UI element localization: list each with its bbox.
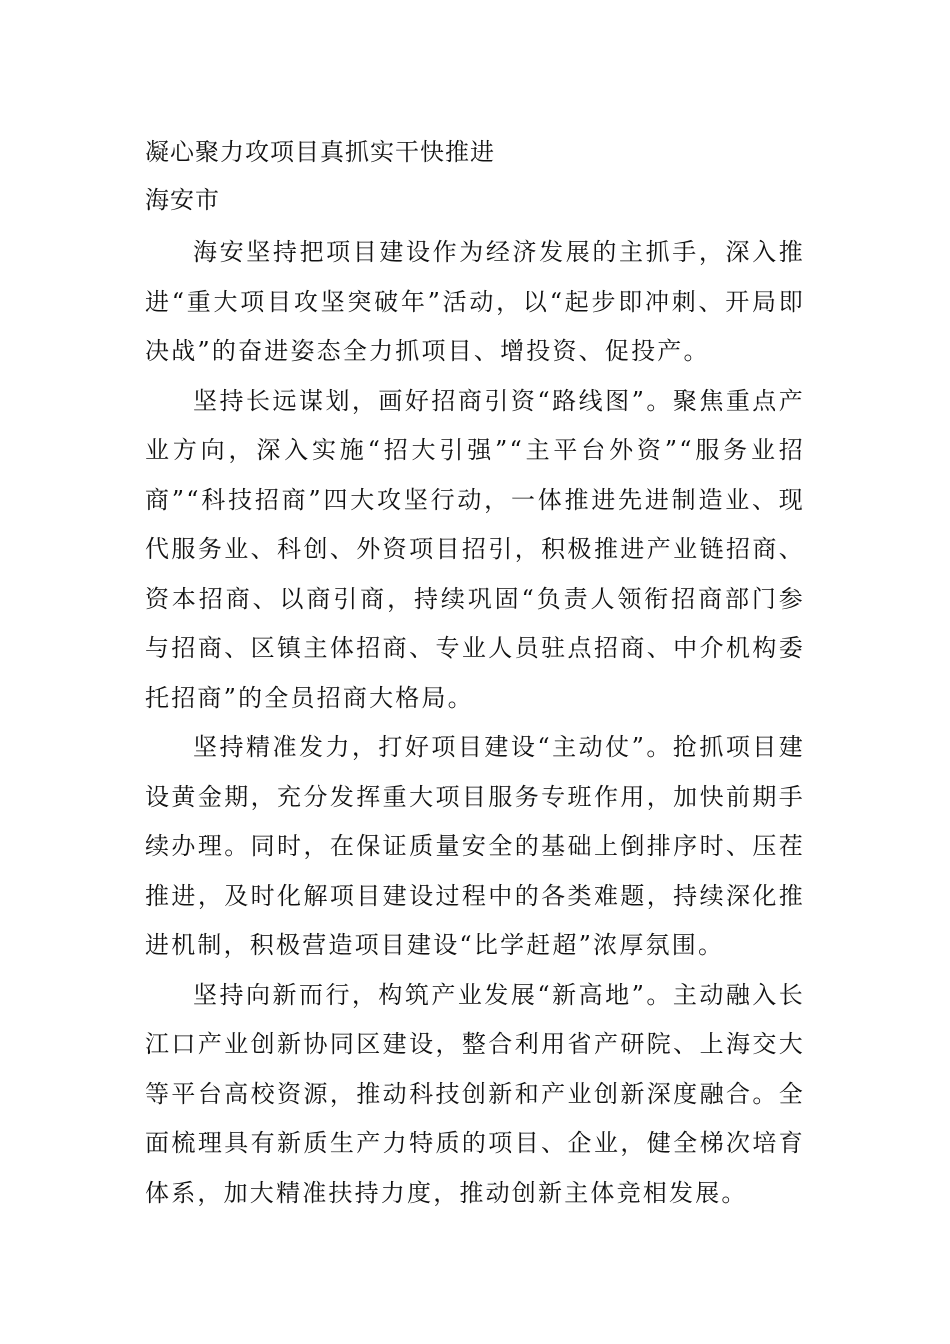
paragraph-innovation: 坚持向新而行，构筑产业发展“新高地”。主动融入长江口产业创新协同区建设，整合利用省产研院、上海交大等平台高校资源，推动科技创新和产业创新深度融合。全面梳理具有新质生产力特质的项目、企业，健全梯次培育体系，加大精准扶持力度，推动创新主体竞相发展。	[145, 980, 805, 1207]
article-author: 海安市	[145, 186, 220, 214]
paragraph-construction: 坚持精准发力，打好项目建设“主动仗”。抢抓项目建设黄金期，充分发挥重大项目服务专班作用，加快前期手续办理。同时，在保证质量安全的基础上倒排序时、压茬推进，及时化解项目建设过程中的各类难题，持续深化推进机制，积极营造项目建设“比学赶超”浓厚氛围。	[145, 733, 805, 959]
paragraph-intro: 海安坚持把项目建设作为经济发展的主抓手，深入推进“重大项目攻坚突破年”活动，以“起步即冲刺、开局即决战”的奋进姿态全力抓项目、增投资、促投产。	[145, 238, 805, 365]
paragraph-investment: 坚持长远谋划，画好招商引资“路线图”。聚焦重点产业方向，深入实施“招大引强”“主平台外资”“服务业招商”“科技招商”四大攻坚行动，一体推进先进制造业、现代服务业、科创、外资项目招引，积极推进产业链招商、资本招商、以商引商，持续巩固“负责人领衔招商部门参与招商、区镇主体招商、专业人员驻点招商、中介机构委托招商”的全员招商大格局。	[145, 386, 805, 712]
article-title: 凝心聚力攻项目真抓实干快推进	[145, 138, 495, 166]
article-body	[145, 128, 805, 1218]
